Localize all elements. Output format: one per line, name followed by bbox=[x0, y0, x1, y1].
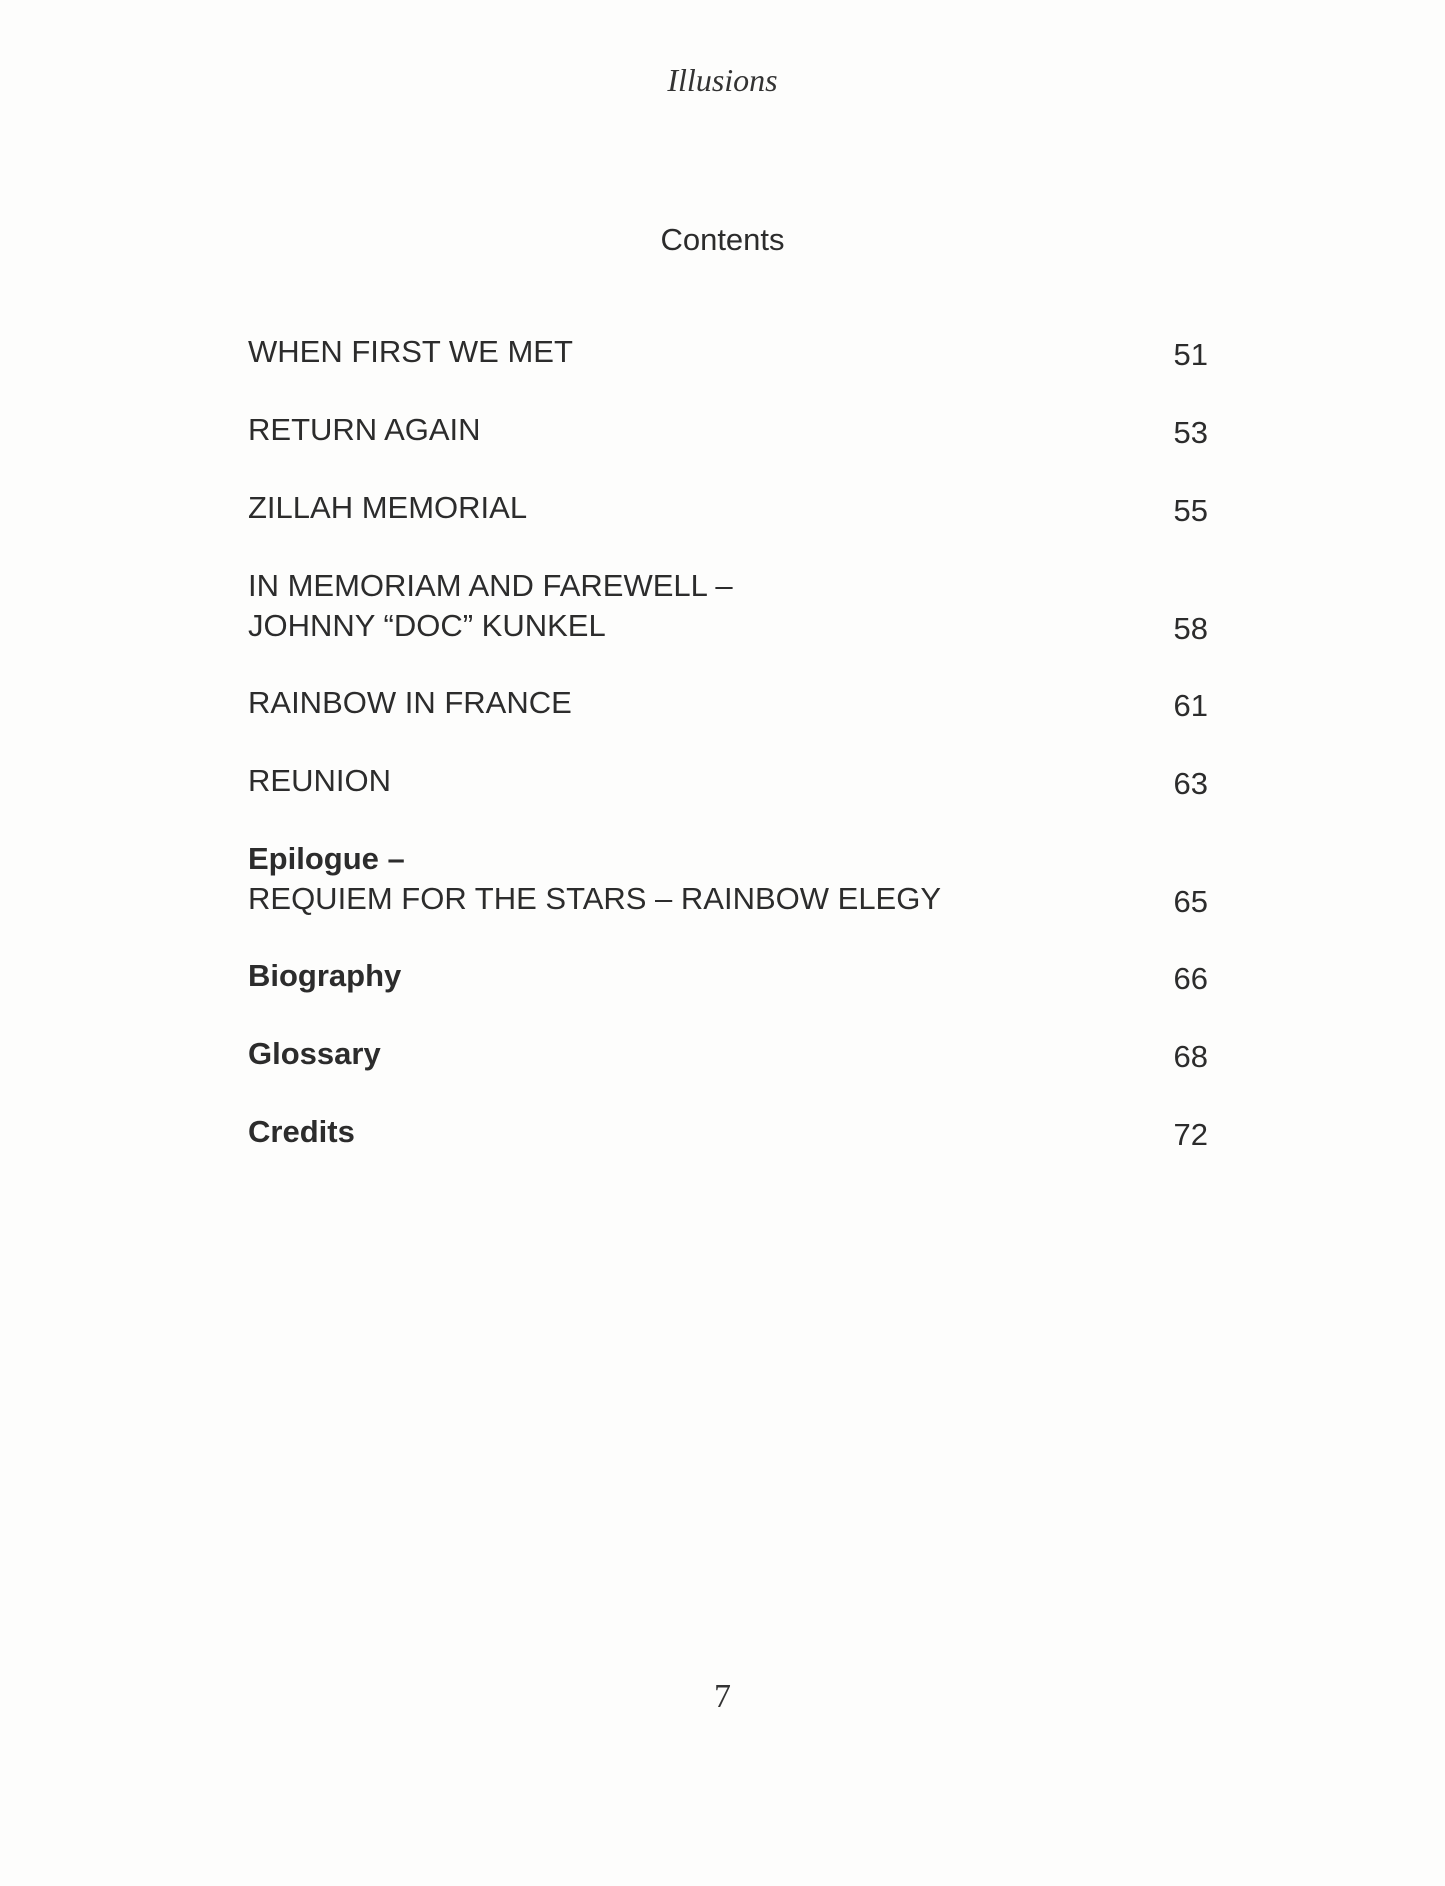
toc-entry-page-number: 61 bbox=[1173, 688, 1208, 723]
toc-entry-page-number: 72 bbox=[1173, 1117, 1208, 1152]
toc-entry-title bbox=[248, 839, 1068, 919]
toc-entry-title bbox=[248, 410, 1068, 450]
toc-entry-title bbox=[248, 1112, 1068, 1152]
toc-entry-page-number: 66 bbox=[1173, 961, 1208, 996]
toc-entry-title bbox=[248, 1034, 1068, 1074]
toc-entry-page-number: 68 bbox=[1173, 1039, 1208, 1074]
toc-entry-line: ZILLAH MEMORIAL bbox=[248, 490, 528, 525]
toc-entry-line: RETURN AGAIN bbox=[248, 412, 481, 447]
toc-entry-line: Credits bbox=[248, 1114, 355, 1149]
toc-entry-line: IN MEMORIAM AND FAREWELL – bbox=[248, 568, 733, 603]
toc-entry-line: REQUIEM FOR THE STARS – RAINBOW ELEGY bbox=[248, 881, 942, 916]
toc-entry-line: RAINBOW IN FRANCE bbox=[248, 685, 572, 720]
toc-entry-line: Glossary bbox=[248, 1036, 381, 1071]
contents-heading: Contents bbox=[660, 222, 785, 257]
toc-entry-page-number: 65 bbox=[1173, 884, 1208, 919]
toc-entry-title bbox=[248, 683, 1068, 723]
toc-entry-line: JOHNNY “DOC” KUNKEL bbox=[248, 608, 606, 643]
toc-entry-title bbox=[248, 956, 1068, 996]
running-head: Illusions bbox=[667, 62, 778, 98]
toc-entry-title bbox=[248, 566, 1068, 646]
toc-entry-line: Epilogue – bbox=[248, 841, 405, 876]
page-number: 7 bbox=[714, 1678, 731, 1715]
toc-entry-title bbox=[248, 332, 1068, 372]
toc-entry-page-number: 63 bbox=[1173, 766, 1208, 801]
toc-entry-line: REUNION bbox=[248, 763, 391, 798]
toc-entry-page-number: 58 bbox=[1173, 611, 1208, 646]
toc-entry-page-number: 53 bbox=[1173, 415, 1208, 450]
toc-entry-line: Biography bbox=[248, 958, 402, 993]
toc-entry-title bbox=[248, 488, 1068, 528]
toc-entry-title bbox=[248, 761, 1068, 801]
toc-entry-page-number: 55 bbox=[1173, 493, 1208, 528]
toc-entry-page-number: 51 bbox=[1173, 337, 1208, 372]
toc-entry-line: WHEN FIRST WE MET bbox=[248, 334, 573, 369]
